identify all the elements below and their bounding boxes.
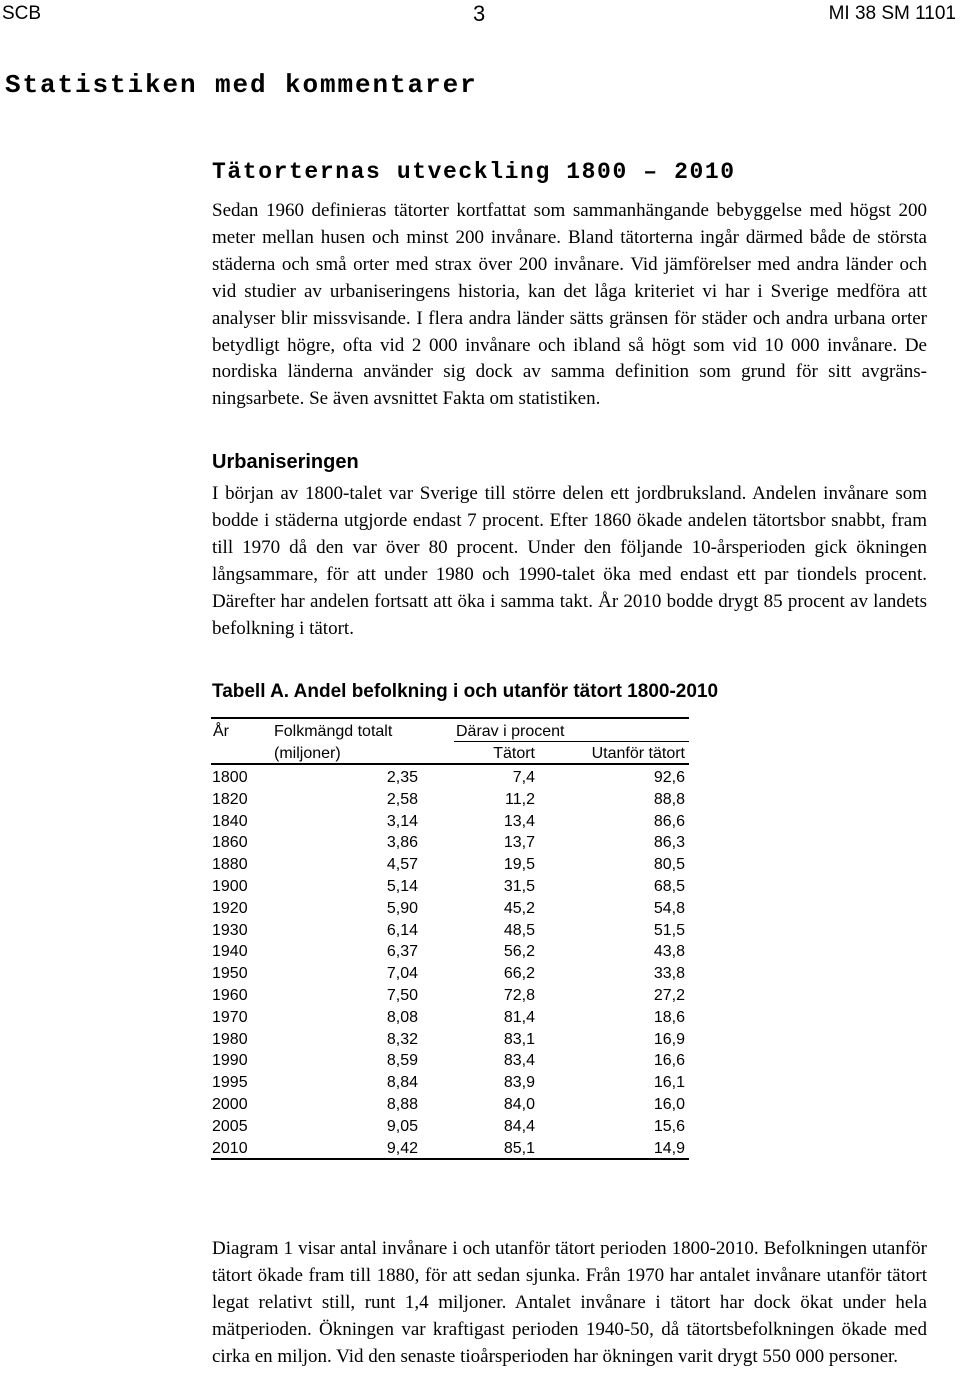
table-cell-population: 8,88 [386, 1095, 418, 1113]
table-cell-year: 1990 [212, 1052, 248, 1070]
table-row [211, 1094, 689, 1116]
table-cell-rural: 43,8 [653, 943, 685, 961]
table-cell-population: 9,05 [386, 1117, 418, 1135]
table-cell-population: 8,84 [386, 1074, 418, 1092]
table-cell-year: 1960 [212, 986, 248, 1004]
table-cell-urban: 13,7 [503, 834, 535, 852]
table-cell-year: 1800 [212, 769, 248, 786]
table-cell-rural: 16,0 [653, 1095, 685, 1113]
table-cell-year: 1995 [212, 1074, 248, 1092]
table-cell-rural: 51,5 [653, 921, 685, 939]
table-row [211, 920, 689, 942]
table-cell-population: 6,37 [386, 943, 418, 961]
table-cell-population: 8,59 [386, 1052, 418, 1070]
table-cell-population: 8,08 [386, 1008, 418, 1026]
table-header-year: År [213, 723, 229, 740]
table-row [211, 876, 689, 898]
table-cell-rural: 33,8 [653, 965, 685, 983]
table-cell-year: 1900 [212, 877, 248, 895]
table-cell-year: 1820 [212, 790, 248, 808]
table-cell-urban: 84,0 [503, 1095, 535, 1113]
table-cell-urban: 83,4 [503, 1052, 535, 1070]
table-cell-population: 3,86 [386, 834, 418, 852]
table-row [211, 1050, 689, 1072]
table-cell-urban: 83,1 [503, 1030, 535, 1048]
table-cell-year: 2000 [212, 1095, 248, 1113]
table-cell-urban: 45,2 [503, 899, 535, 917]
table-cell-population: 5,14 [386, 877, 418, 895]
table-cell-rural: 16,6 [653, 1052, 685, 1070]
table-header-share: Därav i procent [456, 723, 565, 740]
table-cell-year: 1920 [212, 899, 248, 917]
table-bottom-rule [211, 1158, 689, 1160]
table-cell-year: 1940 [212, 943, 248, 961]
diagram-paragraph: Diagram 1 visar antal invånare i och utanför tätort perioden 1800-2010. Befolkningen utanför tätort ökade fram till 1880, för att sedan sjunka. Från 1970 har antalet invånare utanför tätort legat relativt still, runt 1,4 miljoner. Antalet invånare i tätort har dock ökat under hela mätperioden. Ökningen var kraftigast perioden 1940-50, då tätortsbefolkningen ökade med cirka en miljon. Vid den senaste tioårsperioden har ökningen varit drygt 550 000 personer. [212, 1238, 927, 1367]
header-organization: SCB [2, 3, 42, 24]
table-cell-rural: 14,9 [653, 1139, 685, 1157]
table-cell-year: 1860 [212, 834, 248, 852]
table-row [211, 941, 689, 963]
table-header-population: Folkmängd totalt [274, 723, 393, 740]
table-cell-urban: 81,4 [503, 1008, 535, 1026]
table-cell-urban: 13,4 [503, 812, 535, 830]
section-title: Tätorternas utveckling 1800 – 2010 [212, 159, 736, 185]
table-cell-urban: 84,4 [503, 1117, 535, 1135]
table-row [211, 963, 689, 985]
table-row [211, 985, 689, 1007]
table-header-population-unit: (miljoner) [274, 745, 341, 762]
table-cell-rural: 15,6 [653, 1117, 685, 1135]
table-cell-rural: 86,6 [653, 812, 685, 830]
table-cell-urban: 31,5 [503, 877, 535, 895]
table-row [211, 1072, 689, 1094]
table-row [211, 1029, 689, 1051]
table-row [211, 1116, 689, 1138]
table-row [211, 811, 689, 833]
table-cell-year: 1880 [212, 856, 248, 874]
table-cell-population: 8,32 [386, 1030, 418, 1048]
header-page-number: 3 [473, 1, 486, 26]
table-cell-rural: 92,6 [653, 769, 685, 786]
table-row [211, 1138, 689, 1160]
table-cell-population: 3,14 [386, 812, 418, 830]
table-cell-population: 7,50 [386, 986, 418, 1004]
table-cell-rural: 18,6 [653, 1008, 685, 1026]
table-cell-rural: 88,8 [653, 790, 685, 808]
subheading-urbanisation: Urbaniseringen [212, 451, 359, 473]
table-cell-year: 1970 [212, 1008, 248, 1026]
intro-paragraph: Sedan 1960 definieras tätorter kortfattat som sammanhängande bebyggelse med högst 200 meter mellan husen och minst 200 invånare. Bland tätorterna ingår därmed både de största städerna och små orter med strax över 200 invånare. Vid jämförelser med andra länder och vid studier av urbaniseringens historia, kan det låga kriteriet vi har i Sverige medföra att analyser blir missvisande. I flera andra länder sätts gränsen för städer och andra urbana orter betydligt högre, ofta vid 2 000 invånare och ibland så högt som vid 10 000 invånare. De nordiska länderna använder sig dock av samma definition som grund för sitt avgränsningsarbete. Se även avsnittet Fakta om statistiken. [212, 200, 927, 410]
table-cell-population: 6,14 [386, 921, 418, 939]
table-cell-population: 9,42 [386, 1139, 418, 1157]
table-cell-urban: 85,1 [503, 1139, 535, 1157]
table-cell-population: 7,04 [386, 965, 418, 983]
table-cell-rural: 80,5 [653, 856, 685, 874]
table-body [211, 767, 689, 1159]
table-cell-population: 4,57 [386, 856, 418, 874]
table-cell-population: 2,35 [386, 769, 418, 786]
table-cell-urban: 7,4 [512, 769, 535, 786]
header-publication-code: MI 38 SM 1101 [828, 3, 956, 24]
table-cell-urban: 56,2 [503, 943, 535, 961]
table-cell-urban: 19,5 [503, 856, 535, 874]
table-cell-rural: 16,9 [653, 1030, 685, 1048]
table-cell-urban: 72,8 [503, 986, 535, 1004]
table-cell-urban: 11,2 [505, 790, 535, 808]
table-cell-year: 2010 [212, 1139, 248, 1157]
table-cell-rural: 27,2 [653, 986, 685, 1004]
table-cell-year: 1840 [212, 812, 248, 830]
table-cell-urban: 48,5 [503, 921, 535, 939]
table-title: Tabell A. Andel befolkning i och utanför tätort 1800-2010 [212, 681, 719, 702]
table-top-rule [211, 717, 689, 719]
table-cell-rural: 86,3 [653, 834, 685, 852]
table-cell-population: 2,58 [386, 790, 418, 808]
table-cell-urban: 83,9 [503, 1074, 535, 1092]
table-cell-year: 1930 [212, 921, 248, 939]
table-cell-year: 1950 [212, 965, 248, 983]
table-row [211, 1007, 689, 1029]
table-cell-rural: 68,5 [653, 877, 685, 895]
table-cell-population: 5,90 [386, 899, 418, 917]
urbanisation-paragraph: I början av 1800-talet var Sverige till större delen ett jordbruksland. Andelen invånare som bodde i städerna utgjorde endast 7 procent. Efter 1860 ökade andelen tätortsbor snabbt, fram till 1970 då den var över 80 procent. Under den följande 10-årsperioden gick ökningen långsammare, för att under 1980 och 1990-talet öka med endast ett par tiondels procent. Därefter har andelen fortsatt att öka i samma takt. År 2010 bodde drygt 85 procent av landets befolkning i tätort. [212, 483, 927, 639]
page-title: Statistiken med kommentarer [5, 70, 478, 100]
table-header-rural: Utanför tätort [591, 745, 685, 762]
table-cell-rural: 16,1 [653, 1074, 685, 1092]
table-row [211, 832, 689, 854]
table-row [211, 898, 689, 920]
table-row [211, 767, 689, 789]
table-cell-year: 1980 [212, 1030, 248, 1048]
table-cell-rural: 54,8 [653, 899, 685, 917]
table-row [211, 789, 689, 811]
table-cell-urban: 66,2 [503, 965, 535, 983]
table-header-urban: Tätort [493, 745, 535, 762]
page-header [0, 0, 960, 28]
table-cell-year: 2005 [212, 1117, 248, 1135]
table-row [211, 854, 689, 876]
